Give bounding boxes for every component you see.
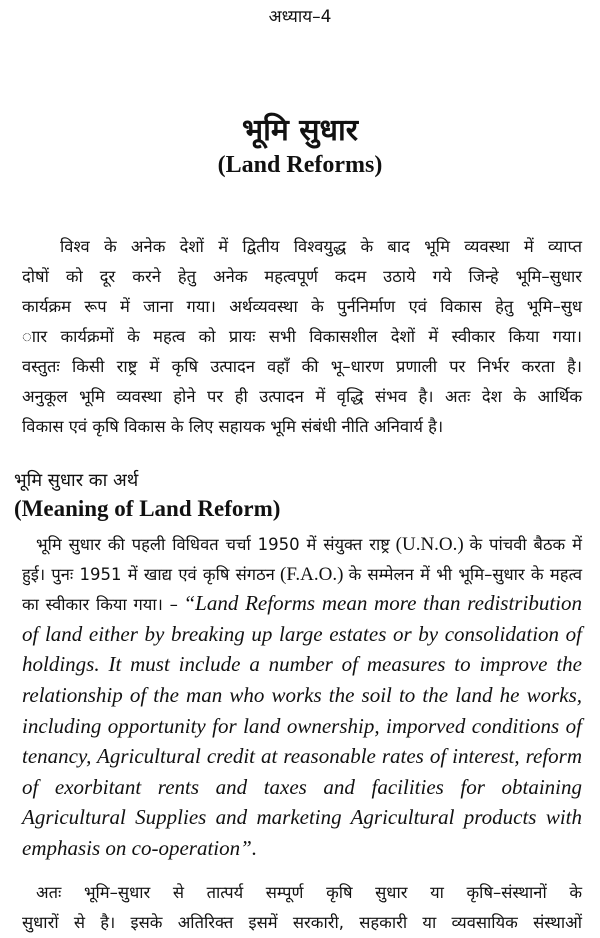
- body-text-2: के पांचवी बैठक में हुई। पुनः 1951 में खाद्य एवं कृषि संगठन: [22, 535, 582, 584]
- section-heading-hindi: भूमि सुधार का अर्थ: [14, 470, 139, 491]
- chapter-title-english: (Land Reforms): [217, 152, 383, 178]
- body-text-1: भूमि सुधार की पहली विधिवत चर्चा 1950 में संयुक्त राष्ट्र: [36, 535, 390, 554]
- intro-line-6: अनुकूल भूमि व्यवस्था होने पर ही उत्पादन में वृद्धि संभव है। अतः देश के आर्थिक: [22, 387, 582, 406]
- section-heading-english: (Meaning of Land Reform): [14, 496, 281, 521]
- intro-line-5: वस्तुतः किसी राष्ट्र में कृषि उत्पादन वहाँ की भू–धारण प्रणाली पर निर्भर करता है।: [22, 357, 582, 376]
- uno-abbrev: (U.N.O.): [395, 534, 464, 555]
- chapter-title-hindi: भूमि सुधार: [241, 113, 358, 148]
- definition-paragraph: [22, 530, 582, 865]
- intro-line-7: विकास एवं कृषि विकास के लिए सहायक भूमि संबंधी नीति अनिवार्य है।: [22, 417, 444, 436]
- intro-line-3: कार्यक्रम रूप में जाना गया। अर्थव्यवस्था के पुर्ननिर्माण एवं विकास हेतु भूमि–सुध: [22, 297, 582, 316]
- intro-line-1: विश्व के अनेक देशों में द्वितीय विश्वयुद्ध के बाद भूमि व्यवस्था में व्याप्त: [60, 237, 582, 256]
- intro-line-4: ाार कार्यक्रमों के महत्व को प्रायः सभी विकासशील देशों में स्वीकार किया गया।: [22, 327, 582, 346]
- closing-paragraph: [22, 878, 582, 937]
- closing-line-2: सुधारों से है। इसके अतिरिक्त इसमें सरकारी, सहकारी या व्यवसायिक संस्थाओं: [22, 912, 582, 932]
- fao-abbrev: (F.A.O.): [280, 563, 344, 585]
- closing-line-1: अतः भूमि–सुधार से तात्पर्य सम्पूर्ण कृषि सुधार या कृषि–संस्थानों के: [36, 883, 582, 902]
- chapter-heading: अध्याय–4: [268, 7, 332, 27]
- intro-line-2: दोषों को दूर करने हेतु अनेक महत्वपूर्ण कदम उठाये गये जिन्हे भूमि–सुधार: [22, 267, 582, 286]
- land-reform-quote: “Land Reforms mean more than redistribution of land either by breaking up large estates or by consolidation of holdings. It must include a number of measures to improve the relationship of the man who works the soil to the land he works, including opportunity for land ownership, imporved conditions of tenancy, Agricultural credit at reasonable rates of interest, reform of exorbitant rents and taxes and facilities for obtaining Agricultural Supplies and marketing Agricultural products with emphasis on co-operation”.: [22, 591, 582, 860]
- intro-paragraph: [22, 232, 582, 442]
- body-text-3: के सम्मेलन में भी भूमि–सुधार के महत्व का स्वीकार किया गया। –: [22, 564, 583, 615]
